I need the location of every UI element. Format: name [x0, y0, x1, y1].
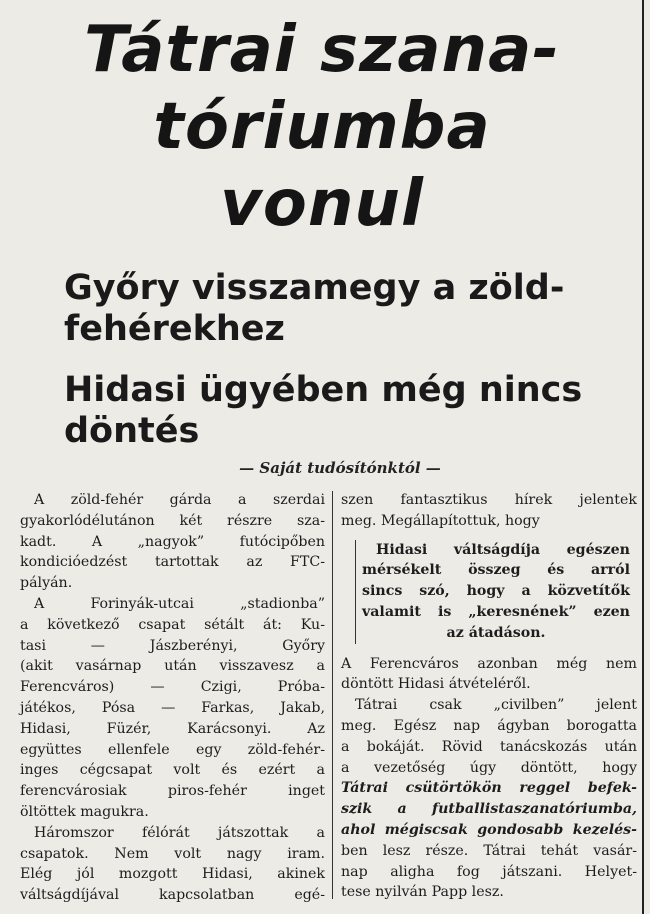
text-line: A zöld-fehér gárda a szerdai	[34, 492, 325, 508]
text-line: kondicióedzést tartottak az FTC-	[20, 554, 325, 571]
text-line: váltságdíjával kapcsolatban egé-	[20, 887, 325, 904]
text-line: inges cégcsapat volt és ezért a	[20, 762, 325, 779]
subheadline-line: Győry visszamegy a zöld-	[64, 268, 565, 308]
page-edge-rule	[642, 0, 644, 914]
text-line: játékos, Pósa — Farkas, Jakab,	[20, 699, 325, 716]
highlight-box	[355, 540, 630, 644]
text-line: tese nyilván Papp lesz.	[341, 884, 504, 901]
text-line: A Forinyák-utcai „stadionba”	[34, 595, 325, 612]
headline	[22, 12, 622, 243]
text-line: meg. Egész nap ágyban borogatta	[341, 717, 637, 734]
text-line: Ferencváros) — Czigi, Próba-	[20, 679, 325, 696]
highlight-line: az átadáson.	[446, 624, 546, 641]
text-line: Háromszor félórát játszottak a	[34, 824, 325, 841]
text-line: nap aligha fog játszani. Helyet-	[341, 863, 637, 880]
subheadline-hidasi	[64, 370, 644, 452]
highlight-line: valamit is „keresnének” ezen	[362, 603, 630, 620]
text-line: Hidasi, Füzér, Karácsonyi. Az	[20, 720, 325, 737]
text-line: öltöttek magukra.	[20, 803, 149, 820]
subheadline-gyory	[64, 268, 644, 350]
column-divider	[332, 491, 333, 899]
text-line: Tátrai csak „civilben” jelent	[355, 697, 637, 714]
subheadline-line: fehérekhez	[64, 309, 285, 349]
text-line: együttes ellenfele egy zöld-fehér-	[20, 741, 325, 758]
text-line: ferencvárosiak piros-fehér inget	[20, 783, 325, 800]
highlight-line: mérsékelt összeg és arról	[362, 562, 630, 579]
text-line: szik a futballistaszanatóriumba,	[341, 801, 637, 818]
highlight-line: sincs szó, hogy a közvetítők	[362, 583, 630, 600]
text-line: döntött Hidasi átvételéről.	[341, 676, 531, 693]
text-line: (akit vasárnap után visszavesz a	[20, 658, 325, 675]
text-line: tasi — Jászberényi, Győry	[20, 637, 325, 654]
text-line: csapatok. Nem volt nagy iram.	[20, 845, 325, 862]
text-line: pályán.	[20, 575, 73, 592]
text-line: szen fantasztikus hírek jelentek	[341, 492, 637, 508]
text-line: a bokáját. Rövid tanácskozás után	[341, 738, 637, 755]
text-line: Elég jól mozgott Hidasi, akinek	[20, 866, 325, 883]
text-line: Tátrai csütörtökön reggel befek-	[341, 780, 637, 797]
article-column-2	[341, 490, 637, 903]
subheadline-line: döntés	[64, 411, 200, 451]
headline-line: Tátrai szana-	[84, 13, 560, 87]
byline: — Saját tudósítónktól —	[239, 459, 441, 477]
article-column-1	[20, 490, 325, 906]
text-line: gyakorlódélutánon két részre sza-	[20, 512, 325, 529]
text-line: A Ferencváros azonban még nem	[341, 655, 637, 672]
text-line: ben lesz része. Tátrai tehát vasár-	[341, 842, 637, 859]
headline-line: vonul	[220, 167, 424, 241]
text-line: ahol mégiscsak gondosabb kezelés-	[341, 821, 637, 838]
text-line: kadt. A „nagyok” futócipőben	[20, 533, 325, 550]
headline-line: tóriumba	[153, 90, 491, 164]
highlight-line: Hidasi váltságdíja egészen	[376, 541, 630, 558]
text-line: meg. Megállapítottuk, hogy	[341, 512, 540, 529]
subheadline-line: Hidasi ügyében még nincs	[64, 370, 583, 410]
text-line: a következő csapat sétált át: Ku-	[20, 616, 325, 633]
text-line: a vezetőség úgy döntött, hogy	[341, 759, 637, 776]
